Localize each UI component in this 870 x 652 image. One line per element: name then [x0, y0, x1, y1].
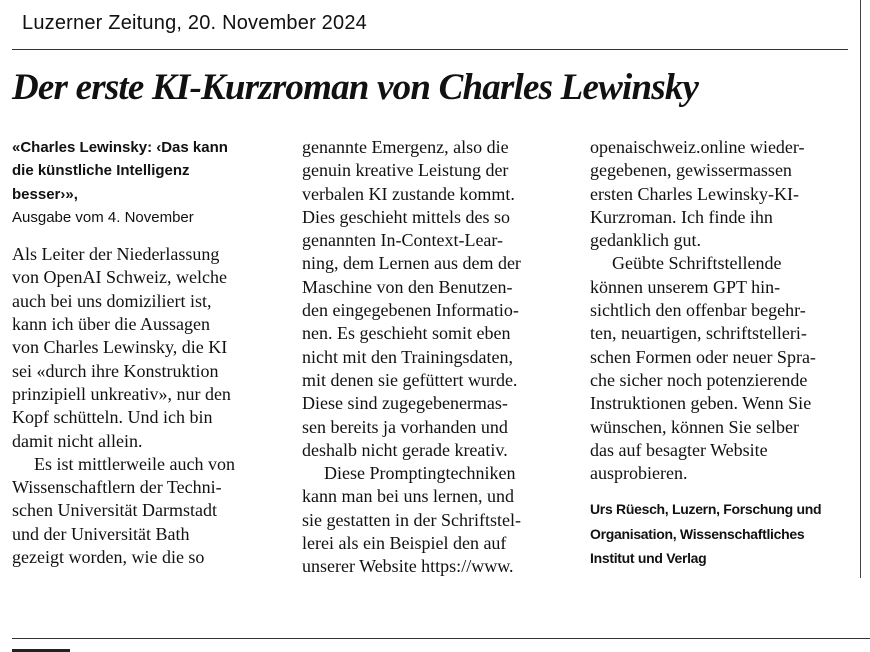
text-line: unserer Website https://www. [302, 556, 514, 577]
text-line: che sicher noch potenzierende [590, 369, 808, 390]
column-2 [302, 136, 560, 579]
text-line: ersten Charles Lewinsky-KI- [590, 183, 799, 204]
text-line: Geübte Schriftstellende [612, 253, 782, 274]
paragraph-1 [12, 243, 274, 453]
text-line: genannte Emergenz, also die [302, 137, 509, 157]
text-line: lerei als ein Beispiel den auf [302, 533, 507, 554]
text-line: auch bei uns domiziliert ist, [12, 290, 212, 311]
reference-line: «Charles Lewinsky: ‹Das kann [12, 139, 228, 156]
text-line: ning, dem Lernen aus dem der [302, 253, 521, 274]
signature-line: Organisation, Wissenschaftliches [590, 525, 805, 542]
top-divider [12, 49, 848, 50]
text-line: wünschen, können Sie selber [590, 416, 799, 437]
reference-block [12, 136, 274, 229]
text-line: Diese Promptingtechniken [324, 463, 516, 484]
text-line: Maschine von den Benutzen- [302, 276, 513, 297]
text-line: Diese sind zugegebenermas- [302, 393, 508, 414]
reference-line: die künstliche Intelligenz [12, 162, 190, 180]
signature-line: Institut und Verlag [590, 550, 707, 567]
text-line: kann man bei uns lernen, und [302, 486, 514, 507]
text-line: Als Leiter der Niederlassung [12, 244, 220, 265]
text-line: gedanklich gut. [590, 230, 701, 251]
text-line: von Charles Lewinsky, die KI [12, 337, 228, 358]
newspaper-source-line: Luzerner Zeitung, 20. November 2024 [22, 12, 367, 34]
signature-line: Urs Rüesch, Luzern, Forschung und [590, 501, 822, 518]
text-line: gezeigt worden, wie die so [12, 547, 205, 568]
text-line: sichtlich den offenbar begehr- [590, 300, 806, 321]
right-column-divider [860, 0, 861, 578]
text-line: und der Universität Bath [12, 523, 190, 544]
text-line: Kopf schütteln. Und ich bin [12, 407, 213, 428]
text-line: prinzipiell unkreativ», nur den [12, 383, 231, 404]
text-line: ausprobieren. [590, 463, 688, 484]
text-line: nicht mit den Trainingsdaten, [302, 346, 513, 367]
text-line: kann ich über die Aussagen [12, 314, 210, 335]
author-signature [590, 497, 848, 571]
text-line: sie gestatten in der Schriftstel- [302, 509, 521, 530]
text-line: schen Universität Darmstadt [12, 500, 217, 521]
text-line: Es ist mittlerweile auch von [34, 453, 235, 474]
text-line: schen Formen oder neuer Spra- [590, 346, 816, 367]
text-line: Dies geschieht mittels des so [302, 206, 510, 227]
text-line: gegebenen, gewissermassen [590, 160, 792, 181]
article-headline: Der erste KI-Kurzroman von Charles Lewinsky [12, 67, 699, 108]
text-line: openaischweiz.online wieder- [590, 137, 805, 157]
text-line: den eingegebenen Informatio- [302, 300, 519, 321]
bottom-divider [12, 638, 870, 639]
column-3 [590, 136, 848, 571]
text-line: nen. Es geschieht somit eben [302, 323, 511, 344]
text-line: sen bereits ja vorhanden und [302, 416, 508, 437]
column-1 [12, 136, 274, 569]
text-line: Kurzroman. Ich finde ihn [590, 206, 773, 227]
text-line: ten, neuartigen, schriftstelleri- [590, 323, 807, 344]
cropped-next-article-text [12, 644, 72, 652]
text-line: können unserem GPT hin- [590, 276, 781, 297]
text-line: damit nicht allein. [12, 430, 143, 451]
reference-line: besser›», [12, 185, 78, 203]
text-line: genannten In-Context-Lear- [302, 230, 504, 251]
paragraph-2 [12, 453, 274, 569]
text-line: Instruktionen geben. Wenn Sie [590, 393, 812, 414]
text-line: das auf besagter Website [590, 439, 768, 460]
text-line: von OpenAI Schweiz, welche [12, 267, 227, 288]
text-line: Wissenschaftlern der Techni- [12, 477, 222, 498]
text-line: genuin kreative Leistung der [302, 160, 509, 181]
text-line: sei «durch ihre Konstruktion [12, 360, 219, 381]
text-line: mit denen sie gefüttert wurde. [302, 369, 518, 390]
text-line: deshalb nicht gerade kreativ. [302, 439, 508, 460]
reference-issue: Ausgabe vom 4. November [12, 208, 194, 226]
text-line: verbalen KI zustande kommt. [302, 183, 515, 204]
